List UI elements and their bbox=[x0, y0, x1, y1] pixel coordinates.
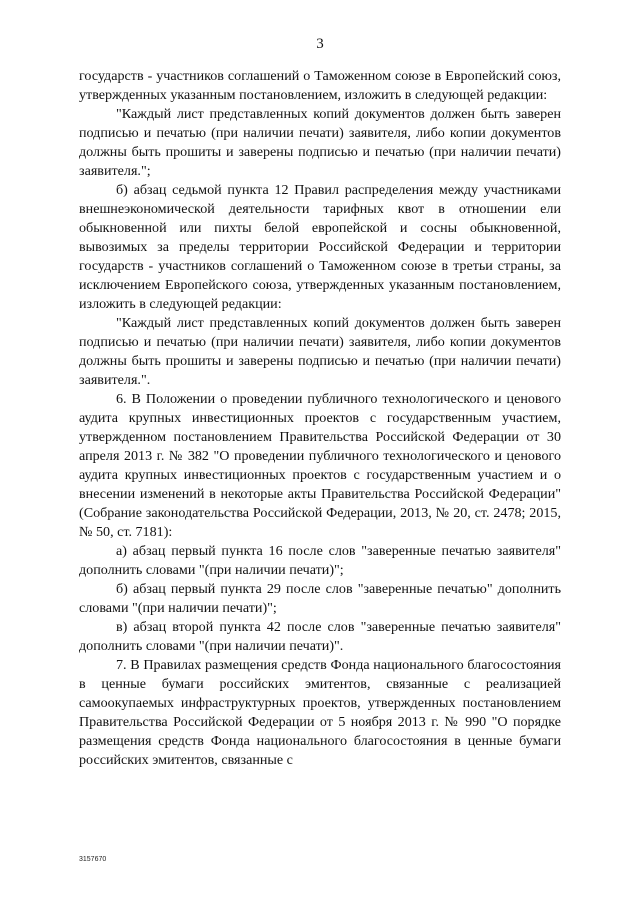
paragraph-item-a: а) абзац первый пункта 16 после слов "заверенные печатью заявителя" дополнить словами "(при наличии печати)"; bbox=[79, 543, 561, 578]
document-body bbox=[79, 67, 561, 770]
page-number: 3 bbox=[316, 36, 324, 52]
paragraph-quote: "Каждый лист представленных копий документов должен быть заверен подписью и печатью (при наличии печати) заявителя, либо копии документов должны быть прошиты и заверены подписью и печатью (при наличии печати) заявителя.". bbox=[79, 315, 561, 388]
paragraph-item-b: б) абзац седьмой пункта 12 Правил распределения между участниками внешнеэкономической деятельности тарифных квот в отношении ели обыкновенной или пихты белой европейской и сосны обыкновенной, вывозимых за пределы территории Российской Федерации и территории государств - участников соглашений о Таможенном союзе в третьи страны, за исключением Европейского союза, утвержденных указанным постановлением, изложить в следующей редакции: bbox=[79, 182, 561, 312]
paragraph-item-v: в) абзац второй пункта 42 после слов "заверенные печатью заявителя" дополнить словами "(при наличии печати)". bbox=[79, 619, 561, 654]
paragraph-quote: "Каждый лист представленных копий документов должен быть заверен подписью и печатью (при наличии печати) заявителя, либо копии документов должны быть прошиты и заверены подписью и печатью (при наличии печати) заявителя."; bbox=[79, 106, 561, 179]
document-id: 3157670 bbox=[79, 856, 107, 863]
paragraph-section-7: 7. В Правилах размещения средств Фонда национального благосостояния в ценные бумаги российских эмитентов, связанные с реализацией самоокупаемых инфраструктурных проектов, утвержденных постановлением Правительства Российской Федерации от 5 ноября 2013 г. № 990 "О порядке размещения средств Фонда национального благосостояния в ценные бумаги российских эмитентов, связанные с bbox=[79, 657, 561, 768]
paragraph-item-b: б) абзац первый пункта 29 после слов "заверенные печатью" дополнить словами "(при наличии печати)"; bbox=[79, 581, 561, 616]
paragraph-section-6: 6. В Положении о проведении публичного технологического и ценового аудита крупных инвестиционных проектов с государственным участием, утвержденном постановлением Правительства Российской Федерации от 30 апреля 2013 г. № 382 "О проведении публичного технологического и ценового аудита крупных инвестиционных проектов с государственным участием и о внесении изменений в некоторые акты Правительства Российской Федерации" (Собрание законодательства Российской Федерации, 2013, № 20, ст. 2478; 2015, № 50, ст. 7181): bbox=[79, 391, 561, 540]
paragraph-continuation: государств - участников соглашений о Таможенном союзе в Европейский союз, утвержденных указанным постановлением, изложить в следующей редакции: bbox=[79, 68, 561, 103]
